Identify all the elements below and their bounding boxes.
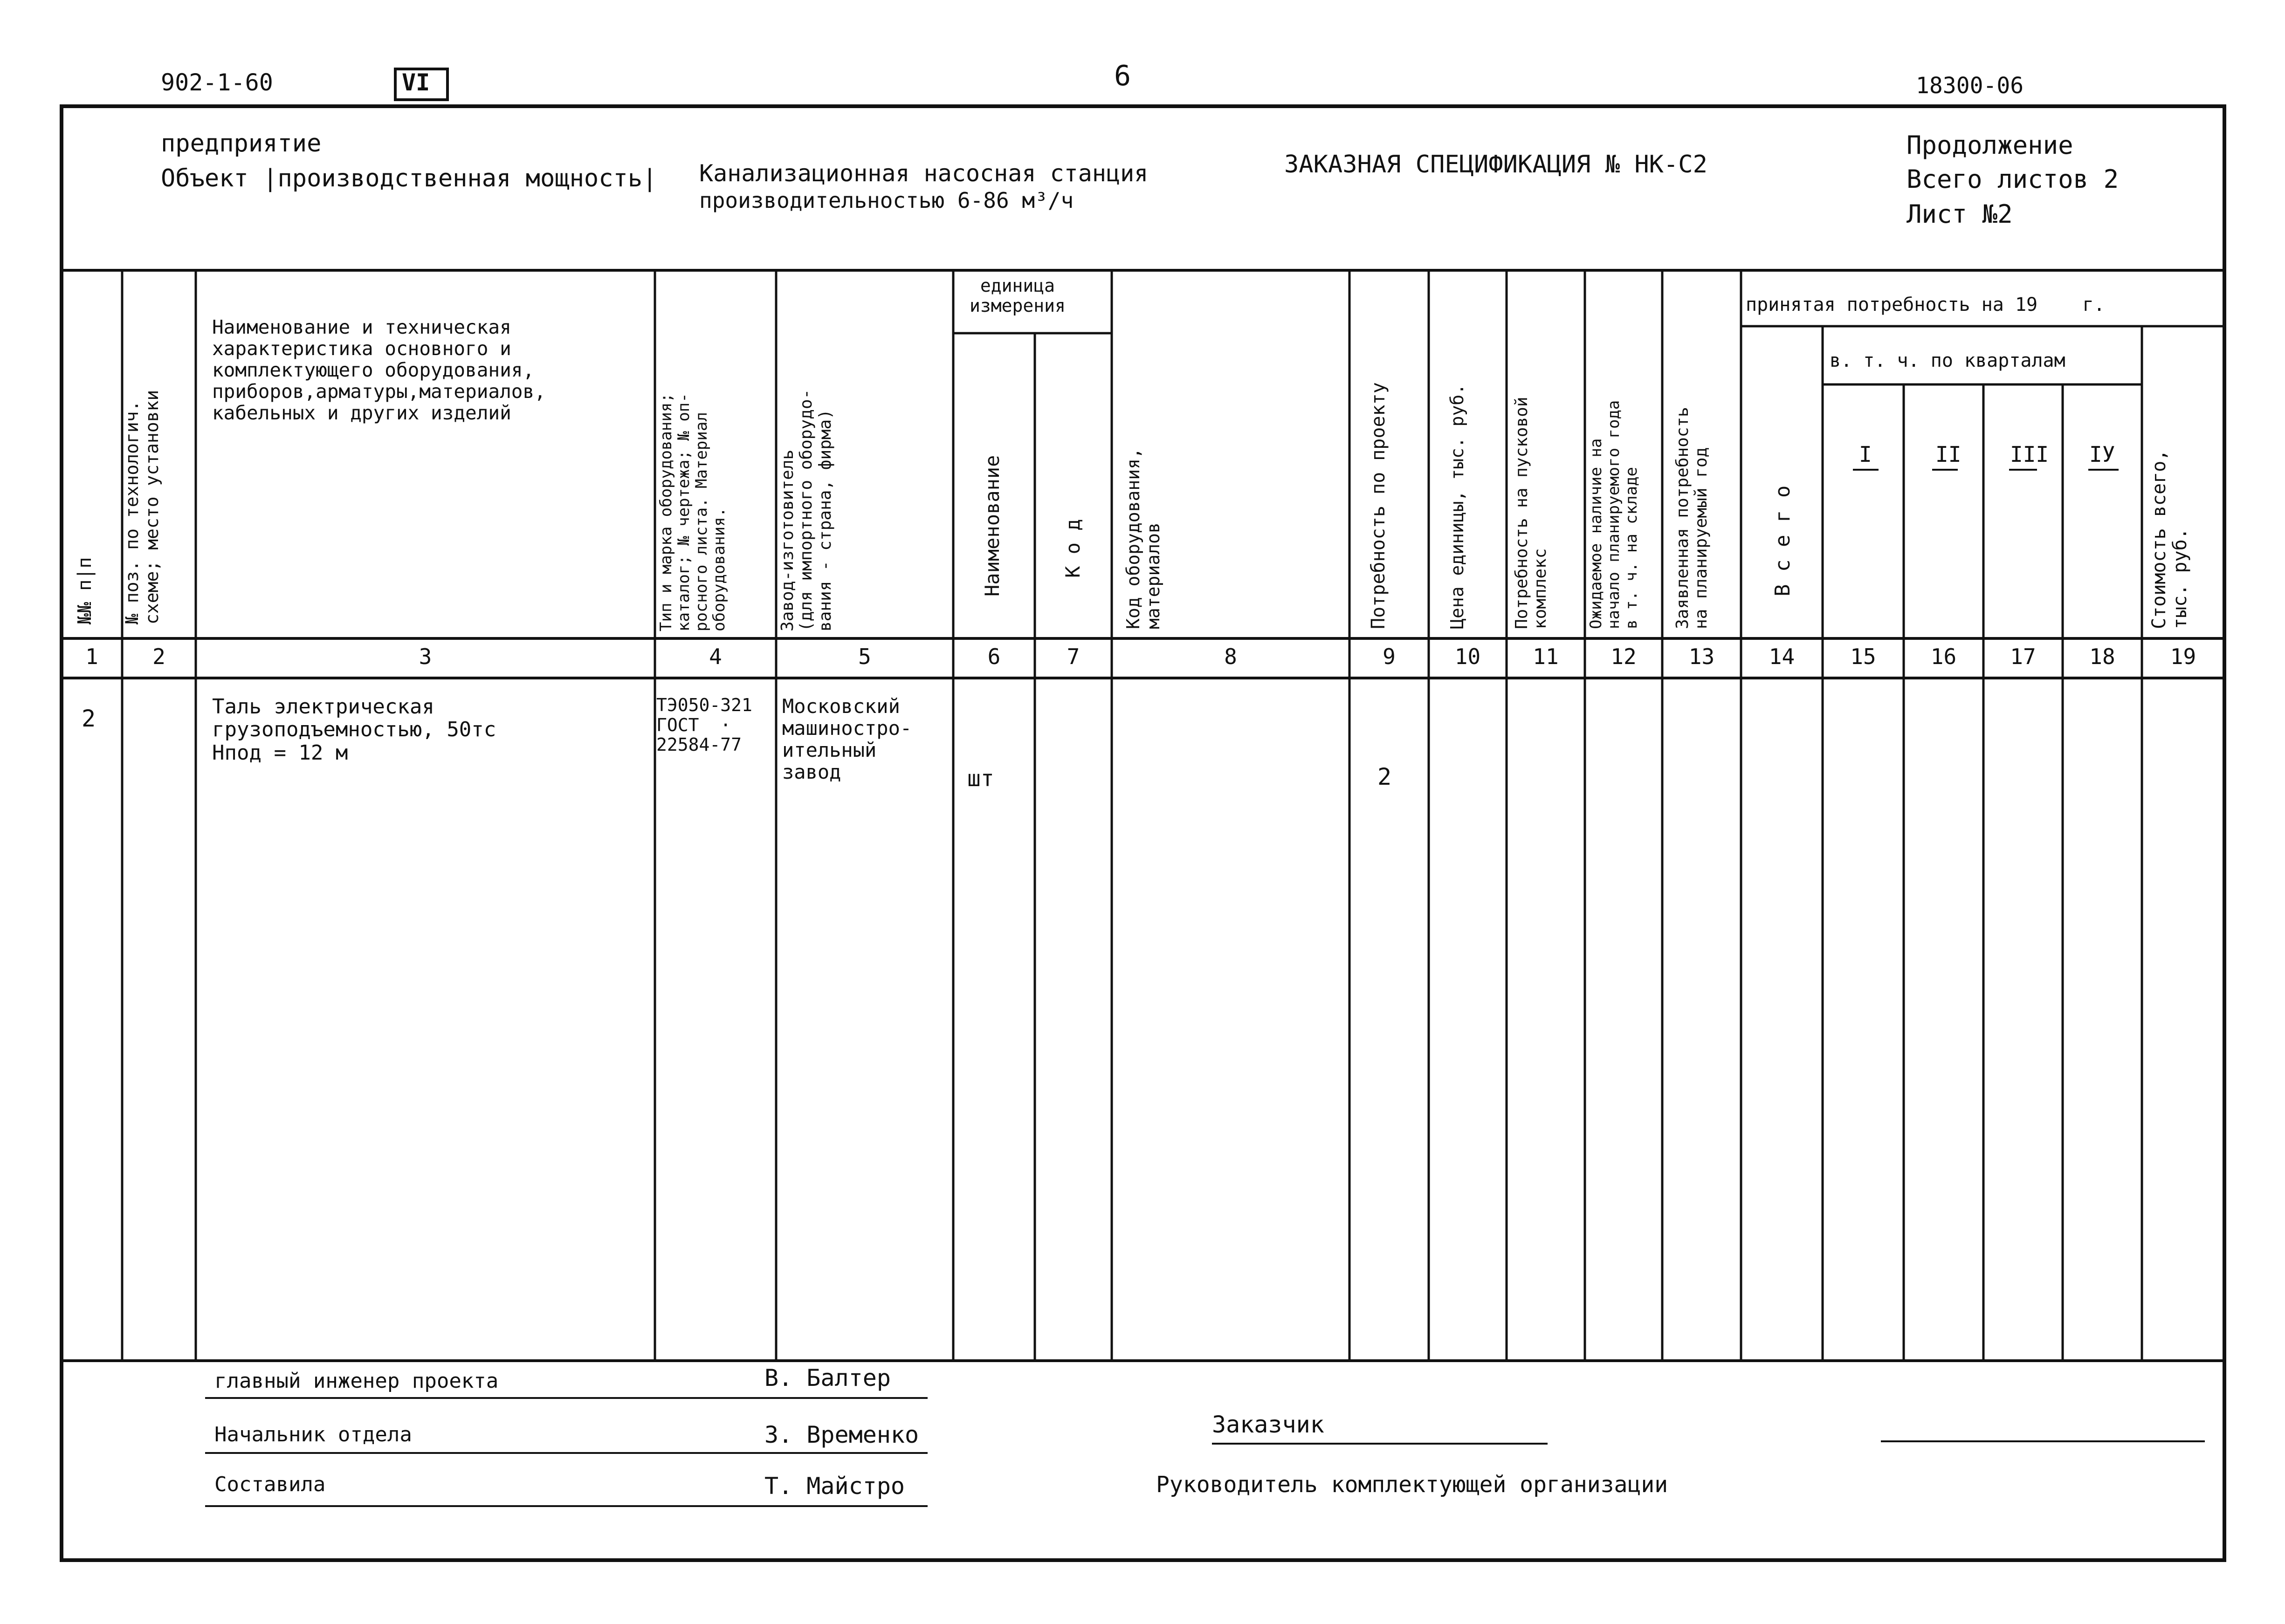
col-number: 12 xyxy=(1611,644,1637,669)
row-item-qty: 2 xyxy=(1377,763,1392,790)
col-number: 10 xyxy=(1454,644,1481,669)
author-label: Составила xyxy=(214,1473,326,1496)
col-header-11: Потребность на пусковой комплекс xyxy=(1512,397,1550,629)
col-header-7: К о д xyxy=(1061,519,1084,578)
department-head-name: З. Временко xyxy=(764,1421,919,1448)
col-number: 6 xyxy=(987,644,1001,669)
continuation-label: Продолжение xyxy=(1906,130,2073,160)
object-name-line2: производительностью 6-86 м³/ч xyxy=(699,188,1074,213)
org-head-label: Руководитель комплектующей организации xyxy=(1156,1472,1668,1498)
row-number: 2 xyxy=(82,705,96,732)
col-header-2: № поз. по технологич. схеме; место установки xyxy=(122,390,162,624)
col-number: 16 xyxy=(1930,644,1957,669)
chief-engineer-label: главный инженер проекта xyxy=(214,1369,499,1393)
author-name: Т. Майстро xyxy=(764,1473,905,1500)
col-header-15: I xyxy=(1859,442,1872,467)
col-number: 18 xyxy=(2089,644,2115,669)
col-header-14: В с е г о xyxy=(1771,485,1795,596)
row-item-type: ТЭ050-321 ГОСТ · 22584-77 xyxy=(656,695,752,755)
col-number: 14 xyxy=(1769,644,1795,669)
col-number: 17 xyxy=(2010,644,2036,669)
col-header-8: Код оборудования, материалов xyxy=(1123,448,1163,629)
album-number: VI xyxy=(402,69,430,96)
col-number: 4 xyxy=(709,644,722,669)
col-header-4: Тип и марка оборудования; каталог; № чертежа; № оп- росного листа. Материал оборудования. xyxy=(657,393,729,631)
col-header-1: №№ п|п xyxy=(74,557,96,624)
col-number: 15 xyxy=(1850,644,1876,669)
col-header-5: Завод-изготовитель (для импортного оборудо- вания - страна, фирма) xyxy=(778,389,835,631)
col-number: 11 xyxy=(1533,644,1559,669)
col-header-10: Цена единицы, тыс. руб. xyxy=(1447,384,1467,629)
department-head-label: Начальник отдела xyxy=(214,1423,412,1446)
row-item-unit: шт xyxy=(967,766,994,792)
col-number: 13 xyxy=(1688,644,1715,669)
row-item-maker: Московский машиностро- ительный завод xyxy=(782,695,912,784)
total-sheets: Всего листов 2 xyxy=(1906,164,2119,194)
col-number: 9 xyxy=(1383,644,1396,669)
col-header-12: Ожидаемое наличие на начало планируемого года в т. ч. на складе xyxy=(1587,400,1641,629)
chief-engineer-name: В. Балтер xyxy=(764,1364,891,1391)
col-number: 3 xyxy=(419,644,432,669)
col-header-19: Стоимость всего, тыс. руб. xyxy=(2148,449,2191,629)
col-number: 5 xyxy=(858,644,871,669)
enterprise-label: предприятие xyxy=(161,130,322,158)
col-header-18: IУ xyxy=(2089,442,2115,467)
page-number: 6 xyxy=(1114,60,1131,92)
col-header-6: Наименование xyxy=(981,455,1004,596)
spec-title: ЗАКАЗНАЯ СПЕЦИФИКАЦИЯ № НК-С2 xyxy=(1284,151,1707,178)
col-number: 7 xyxy=(1067,644,1080,669)
row-item-name: Таль электрическая грузоподъемностью, 50тс Нпод = 12 м xyxy=(212,695,496,765)
col-header-9: Потребность по проекту xyxy=(1368,382,1389,629)
unit-group-header: единица измерения xyxy=(970,275,1066,316)
col-number: 2 xyxy=(152,644,165,669)
sheet-code: 18300-06 xyxy=(1916,73,2024,99)
col-header-17: III xyxy=(2010,442,2049,467)
object-name-line1: Канализационная насосная станция xyxy=(699,160,1149,187)
customer-label: Заказчик xyxy=(1212,1411,1324,1438)
object-label: Объект |производственная мощность| xyxy=(161,164,657,192)
col-number: 19 xyxy=(2170,644,2196,669)
col-number: 1 xyxy=(85,644,98,669)
col-number: 8 xyxy=(1224,644,1237,669)
col-header-13: Заявленная потребность на планируемый год xyxy=(1673,407,1711,629)
col-header-16: II xyxy=(1935,442,1962,467)
quarter-group-header: в. т. ч. по кварталам xyxy=(1830,350,2065,371)
document-code: 902-1-60 xyxy=(161,69,273,96)
accepted-group-header: принятая потребность на 19 г. xyxy=(1746,294,2105,315)
col-header-3: Наименование и техническая характеристика основного и комплектующего оборудования, приборов,арматуры,материалов, кабельных и других изделий xyxy=(212,316,546,424)
sheet-number: Лист №2 xyxy=(1906,199,2013,229)
